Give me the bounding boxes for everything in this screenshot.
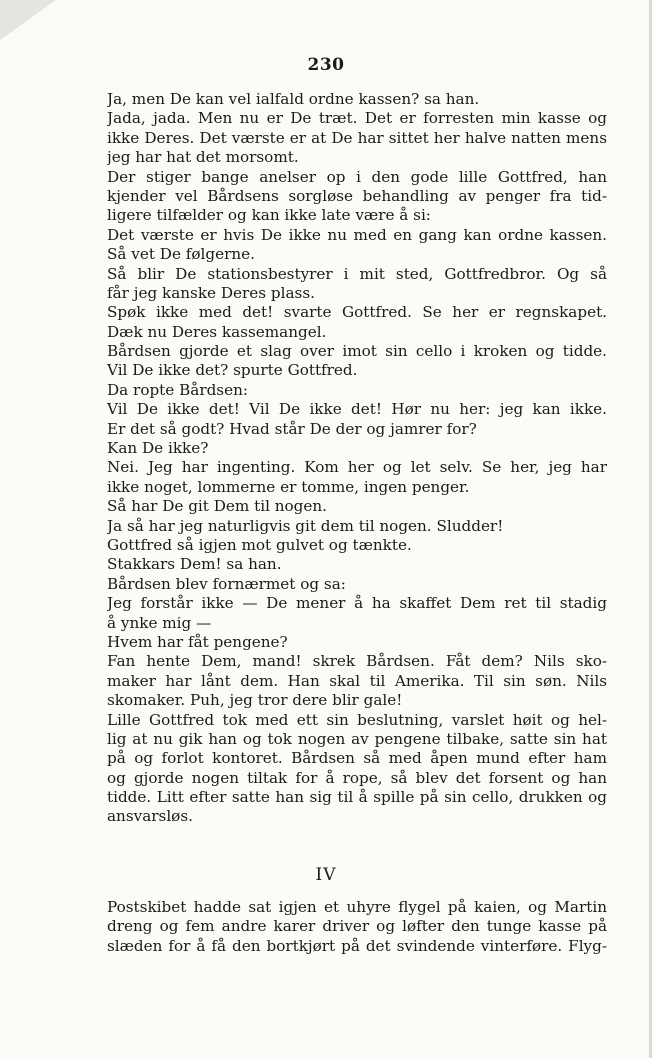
text-line: Så vet De følgerne. bbox=[107, 245, 255, 264]
text-line: maker har lånt dem. Han skal til Amerika. Til sin søn. Nils bbox=[107, 671, 607, 690]
folded-corner bbox=[0, 0, 56, 40]
text-line: Fan hente Dem, mand! skrek Bårdsen. Fåt dem? Nils sko- bbox=[107, 652, 607, 671]
text-line: Spøk ikke med det! svarte Gottfred. Se her er regnskapet. bbox=[107, 303, 607, 322]
text-line: å ynke mig — bbox=[107, 613, 212, 632]
text-line: Nei. Jeg har ingenting. Kom her og let selv. Se her, jeg har bbox=[107, 458, 607, 477]
text-line: Vil De ikke det? spurte Gottfred. bbox=[107, 361, 358, 380]
text-line: Bårdsen gjorde et slag over imot sin cello i kroken og tidde. bbox=[107, 342, 607, 361]
text-line: Der stiger bange anelser op i den gode lille Gottfred, han bbox=[107, 167, 607, 186]
text-line: ikke Deres. Det værste er at De har sittet her halve natten mens bbox=[107, 128, 607, 147]
text-line: Jada, jada. Men nu er De træt. Det er forresten min kasse og bbox=[107, 109, 607, 128]
text-line: Da ropte Bårdsen: bbox=[107, 380, 248, 399]
text-line: jeg har hat det morsomt. bbox=[107, 148, 299, 167]
section-text-block bbox=[107, 898, 607, 956]
text-line: Lille Gottfred tok med ett sin beslutning, varslet høit og hel- bbox=[107, 710, 607, 729]
text-line: Ja så har jeg naturligvis git dem til nogen. Sludder! bbox=[107, 516, 504, 535]
text-line: Ja, men De kan vel ialfald ordne kassen? sa han. bbox=[107, 90, 480, 108]
text-line: skomaker. Puh, jeg tror dere blir gale! bbox=[107, 691, 403, 710]
text-line: Bårdsen blev fornærmet og sa: bbox=[107, 574, 346, 593]
text-line: ligere tilfælder og kan ikke late være å si: bbox=[107, 206, 431, 225]
text-line: Postskibet hadde sat igjen et uhyre flygel på kaien, og Martin bbox=[107, 898, 607, 916]
text-line: ansvarsløs. bbox=[107, 807, 193, 826]
text-line: Så blir De stationsbestyrer i mit sted, Gottfredbror. Og så bbox=[107, 264, 607, 283]
text-line: får jeg kanske Deres plass. bbox=[107, 283, 315, 302]
text-line: kjender vel Bårdsens sorgløse behandling av penger fra tid- bbox=[107, 186, 607, 205]
text-line: tidde. Litt efter satte han sig til å spille på sin cello, drukken og bbox=[107, 788, 607, 807]
text-line: Kan De ikke? bbox=[107, 439, 209, 458]
main-text-block bbox=[107, 90, 607, 827]
text-line: og gjorde nogen tiltak for å rope, så blev det forsent og han bbox=[107, 768, 607, 787]
text-line: Jeg forstår ikke — De mener å ha skaffet Dem ret til stadig bbox=[107, 594, 607, 613]
text-line: Så har De git Dem til nogen. bbox=[107, 497, 327, 516]
text-line: på og forlot kontoret. Bårdsen så med åpen mund efter ham bbox=[107, 749, 607, 768]
text-line: Dæk nu Deres kassemangel. bbox=[107, 322, 327, 341]
page-number: 230 bbox=[307, 55, 345, 75]
text-line: Gottfred så igjen mot gulvet og tænkte. bbox=[107, 535, 412, 554]
text-line: dreng og fem andre karer driver og løfter den tunge kasse på bbox=[107, 917, 607, 936]
text-line: Vil De ikke det! Vil De ikke det! Hør nu her: jeg kan ikke. bbox=[107, 400, 607, 419]
text-line: Er det så godt? Hvad står De der og jamrer for? bbox=[107, 419, 477, 438]
text-line: ikke noget, lommerne er tomme, ingen penger. bbox=[107, 477, 470, 496]
text-line: Det værste er hvis De ikke nu med en gang kan ordne kassen. bbox=[107, 225, 607, 244]
text-line: lig at nu gik han og tok nogen av pengene tilbake, satte sin hat bbox=[107, 729, 607, 748]
text-line: Stakkars Dem! sa han. bbox=[107, 555, 282, 574]
section-heading: IV bbox=[315, 865, 337, 885]
text-line: slæden for å få den bortkjørt på det svindende vinterføre. Flyg- bbox=[107, 936, 607, 955]
text-line: Hvem har fåt pengene? bbox=[107, 632, 288, 651]
